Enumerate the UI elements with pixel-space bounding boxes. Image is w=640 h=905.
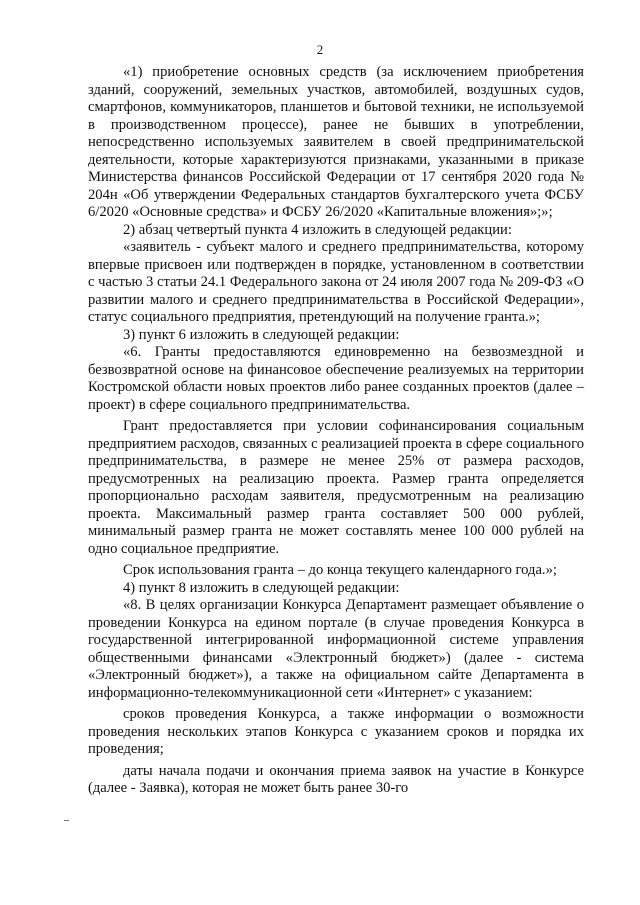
page-number: 2 [316, 42, 324, 57]
paragraph-amend-point-8: 4) пункт 8 изложить в следующей редакции: [123, 579, 400, 596]
paragraph-item-1-acquisition: «1) приобретение основных средств (за исключением приобретения зданий, сооружений, земельных участков, автомобилей, воздушных судов, смартфонов, коммуникаторов, планшетов и бытовой техники, не используемой в производственном процессе), ранее не бывших в употреблении, непосредственно используемых заявителем в своей предпринимательской деятельности, которые характеризуются признаками, указанными в приказе Министерства финансов Российской Федерации от 17 сентября 2020 года № 204н «Об утверждении Федеральных стандартов бухгалтерского учета ФСБУ 6/2020 «Основные средства» и ФСБУ 26/2020 «Капитальные вложения»;»; [88, 64, 584, 220]
paragraph-grant-term: Срок использования гранта – до конца текущего календарного года.»; [123, 562, 557, 578]
paragraph-amend-point-6: 3) пункт 6 изложить в следующей редакции: [123, 326, 400, 343]
paragraph-amend-point-4: 2) абзац четвертый пункта 4 изложить в следующей редакции: [123, 221, 512, 238]
paragraph-application-dates: даты начала подачи и окончания приема заявок на участие в Конкурсе (далее - Заявка), которая не может быть ранее 30-го [88, 762, 584, 796]
paragraph-applicant-definition: «заявитель - субъект малого и среднего предпринимательства, которому впервые присвоен или подтвержден в порядке, установленном в соответствии с частью 3 статьи 24.1 Федерального закона от 24 июля 2007 года № 209-ФЗ «О развитии малого и среднего предпринимательства в Российской Федерации», статус социального предприятия, претендующий на получение гранта.»; [88, 239, 584, 325]
paragraph-grant-conditions: Грант предоставляется при условии софинансирования социальным предприятием расходов, связанных с реализацией проекта в сфере социального предпринимательства, в размере не менее 25% от размера расходов, предусмотренных на реализацию проекта. Размер гранта определяется пропорционально расходам заявителя, предусмотренным на реализацию проекта. Максимальный размер гранта составляет 500 000 рублей, минимальный размер гранта не может составлять менее 100 000 рублей на одно социальное предприятие. [88, 418, 584, 557]
paragraph-contest-timing: сроков проведения Конкурса, а также информации о возможности проведения нескольких этапов Конкурса с указанием сроков и порядка их проведения; [88, 706, 584, 757]
paragraph-grants-provision: «6. Гранты предоставляются единовременно на безвозмездной и безвозвратной основе на финансовое обеспечение реализуемых на территории Костромской области новых проектов либо ранее созданных проектов (далее – проект) в сфере социального предпринимательства. [88, 344, 584, 413]
paragraph-contest-announcement: «8. В целях организации Конкурса Департамент размещает объявление о проведении Конкурса на едином портале (в случае проведения Конкурса в государственной интегрированной информационной системе управления общественными финансами «Электронный бюджет») (далее - система «Электронный бюджет»), а также на официальном сайте Департамента в информационно-телекоммуникационной сети «Интернет» с указанием: [88, 597, 584, 701]
margin-mark [64, 820, 69, 821]
document-body [88, 64, 584, 798]
